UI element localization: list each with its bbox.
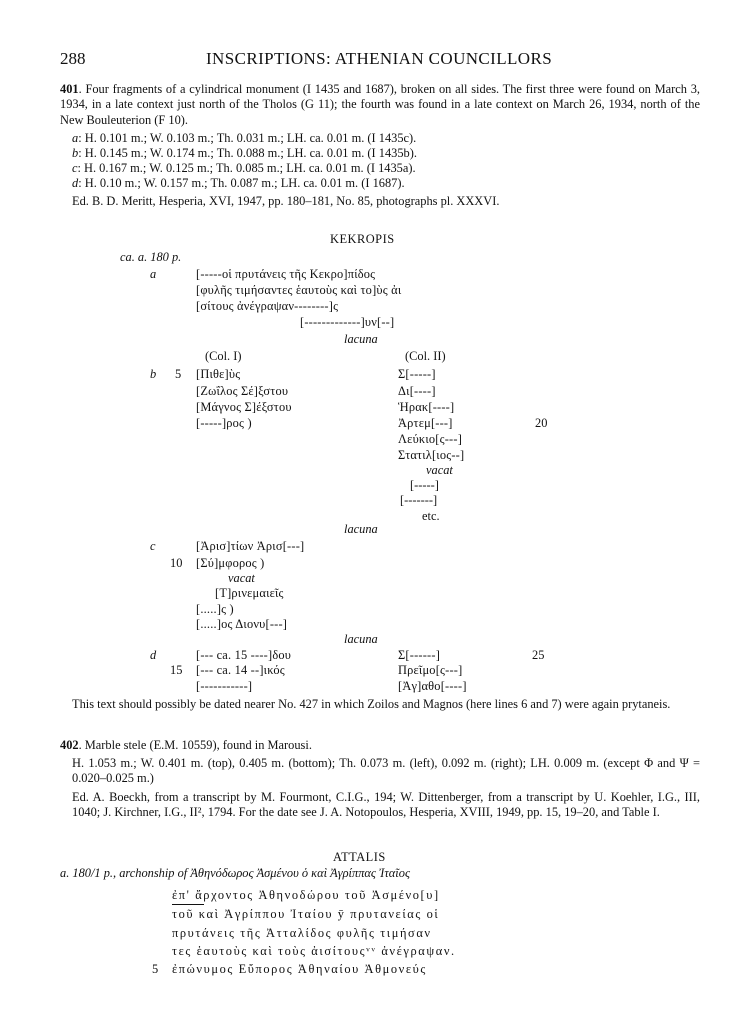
inscription-line: [Σύ]μφορος ) — [196, 556, 265, 570]
inscription-line: [.....]ος Διονυ[---] — [196, 617, 288, 631]
inscription-line: [-------] — [400, 493, 438, 507]
entry-401-description: 401. Four fragments of a cylindrical monument (I 1435 and 1687), broken on all sides. The first three were found on March 3, 1934, in a late context just north of the Tholos (G 11); the fourth was found in a late context on March 26, 1934, north of the New Bouleuterion (F 10). — [60, 82, 700, 127]
inscription-line: Πρεῖμο[ς---] — [398, 663, 463, 677]
inscription-line: τοῦ καὶ Ἀγρίππου Ἰταίου ȳ πρυτανείας οἱ — [172, 907, 440, 921]
column-label: (Col. II) — [405, 349, 446, 363]
inscription-line: Δι[----] — [398, 384, 436, 398]
entry-402-description: 402. Marble stele (E.M. 10559), found in Marousi. — [60, 738, 312, 752]
inscription-line: [Ζωΐλος Σέ]ξστου — [196, 384, 289, 398]
inscription-line: Στατιλ[ιος--] — [398, 448, 465, 462]
fragment-label: a — [150, 267, 157, 281]
inscription-line: πρυτάνεις τῆς Ἀτταλίδος φυλῆς τιμήσαν — [172, 926, 432, 940]
edition-note: Ed. B. D. Meritt, Hesperia, XVI, 1947, pp. 180–181, No. 85, photographs pl. XXXVI. — [72, 194, 500, 208]
underline — [172, 904, 204, 905]
inscription-line: [Μάγνος Σ]έξστου — [196, 400, 292, 414]
edition-note: Ed. A. Boeckh, from a transcript by M. Fourmont, C.I.G., 194; W. Dittenberger, from a transcript by U. Koehler, I.G., III, 1040; J. Kirchner, I.G., II², 1794. For the date see J. A. Notopoulos, Hesperia, XVIII, 1949, pp. 15, 19–20, and Table I. — [72, 790, 700, 820]
entry-number: 401 — [60, 82, 79, 96]
inscription-line: Λεύκιο[ς---] — [398, 432, 463, 446]
inscription-line: [Ἀγ]αθο[----] — [398, 679, 467, 693]
inscription-line: [Ἀρισ]τίων Ἀρισ[---] — [196, 539, 305, 553]
fragment-label: d — [150, 648, 157, 662]
vacat-label: vacat — [426, 463, 453, 477]
line-number: 5 — [152, 962, 159, 976]
inscription-line: ἐπώνυμος Εὔπορος Ἀθηναίου Ἀθμονεύς — [172, 962, 427, 976]
fragment-label: b — [150, 367, 157, 381]
vacat-label: vacat — [228, 571, 255, 585]
inscription-line: ἐπ' ἄρχοντος Ἀθηνοδώρου τοῦ Ἀσμένο[υ] — [172, 888, 440, 902]
line-number: 15 — [170, 663, 183, 677]
inscription-line: [-----------] — [196, 679, 253, 693]
inscription-line: τες ἑαυτοὺς καὶ τοὺς ἀισίτουςᵛᵛ ἀνέγραψαν. — [172, 944, 456, 958]
dimension-line: H. 1.053 m.; W. 0.401 m. (top), 0.405 m. (bottom); Th. 0.073 m. (left), 0.092 m. (right); LH. 0.009 m. (except Φ and Ψ = 0.020–0.025 m.) — [72, 756, 700, 786]
running-title: INSCRIPTIONS: ATHENIAN COUNCILLORS — [206, 49, 553, 68]
lacuna-label: lacuna — [344, 632, 378, 646]
fragment-label: c — [150, 539, 156, 553]
inscription-line: Ἡρακ[----] — [398, 400, 455, 414]
dimension-line: a: H. 0.101 m.; W. 0.103 m.; Th. 0.031 m.; LH. ca. 0.01 m. (I 1435c). — [72, 131, 417, 145]
dimension-line: d: H. 0.10 m.; W. 0.157 m.; Th. 0.087 m.; LH. ca. 0.01 m. (I 1687). — [72, 176, 405, 190]
dimension-line: b: H. 0.145 m.; W. 0.174 m.; Th. 0.088 m.; LH. ca. 0.01 m. (I 1435b). — [72, 146, 417, 160]
date-line: a. 180/1 p., archonship of Ἀθηνόδωρος Ἀσμένου ὁ καὶ Ἀγρίππας Ἰταῖος — [60, 866, 410, 880]
inscription-line: [--- ca. 14 --]ικός — [196, 663, 285, 677]
column-label: (Col. I) — [205, 349, 242, 363]
inscription-line: [--- ca. 15 ----]δου — [196, 648, 292, 662]
etc-label: etc. — [422, 509, 440, 523]
inscription-line: Ἀρτεμ[---] — [398, 416, 453, 430]
page-number: 288 — [60, 49, 86, 68]
inscription-line: Σ[------] — [398, 648, 441, 662]
inscription-line: [Τ]ρινεμαιεῖς — [215, 586, 284, 600]
dating-note: This text should possibly be dated nearer No. 427 in which Zoilos and Magnos (here lines 6 and 7) were again prytaneis. — [72, 697, 671, 711]
inscription-line: Σ[-----] — [398, 367, 436, 381]
line-number: 5 — [175, 367, 182, 381]
tribe-heading: KEKROPIS — [330, 232, 395, 246]
line-number: 20 — [535, 416, 548, 430]
date-line: ca. a. 180 p. — [120, 250, 182, 264]
inscription-line: [σίτους ἀνέγραψαν--------]ς — [196, 299, 339, 313]
inscription-line: [φυλῆς τιμήσαντες ἑαυτοὺς καὶ το]ὺς ἀι — [196, 283, 402, 297]
dimension-line: c: H. 0.167 m.; W. 0.125 m.; Th. 0.085 m.; LH. ca. 0.01 m. (I 1435a). — [72, 161, 416, 175]
line-number: 10 — [170, 556, 183, 570]
inscription-line: [.....]ς ) — [196, 602, 234, 616]
inscription-line: [-----] — [410, 478, 439, 492]
tribe-heading: ATTALIS — [333, 850, 386, 864]
lacuna-label: lacuna — [344, 332, 378, 346]
inscription-line: [-----]ρος ) — [196, 416, 252, 430]
inscription-line: [Πιθε]ὺς — [196, 367, 241, 381]
line-number: 25 — [532, 648, 545, 662]
inscription-line: [-------------]υν[--] — [300, 315, 395, 329]
lacuna-label: lacuna — [344, 522, 378, 536]
inscription-line: [-----οἱ πρυτάνεις τῆς Κεκρο]πίδος — [196, 267, 376, 281]
